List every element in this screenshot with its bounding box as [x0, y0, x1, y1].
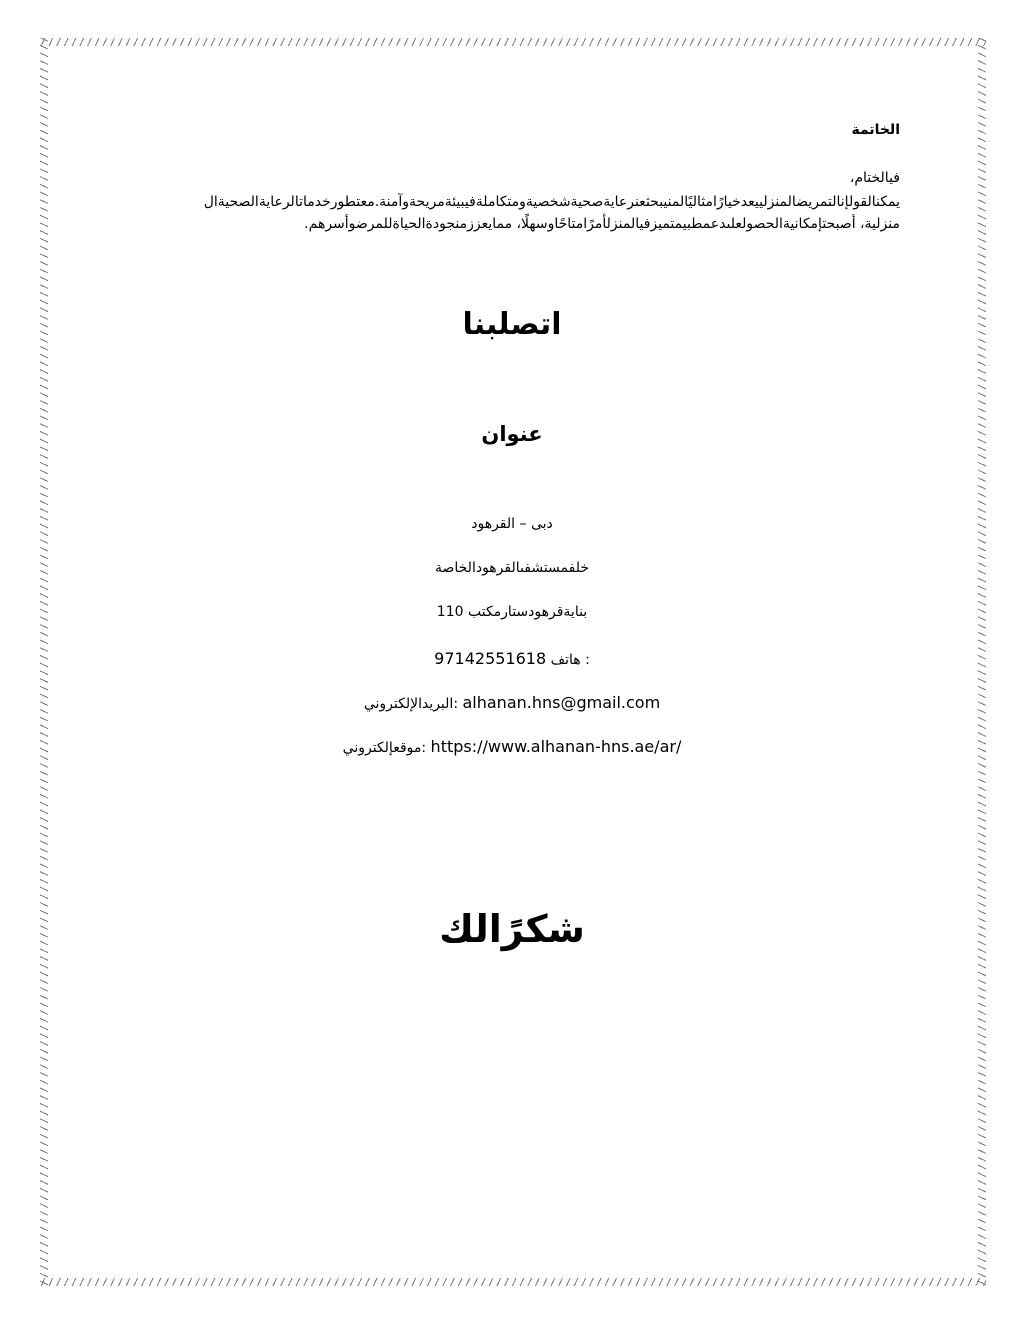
website-line: [0, 737, 1024, 756]
email-line: [0, 693, 1024, 712]
conclusion-paragraph-line-1: يمكنالقولإنالتمريضالمنزلييعدخيارًامثاليًالمنيبحثعنرعايةصحيةشخصيةومتكاملةفيبيئةمريحةوآمنة.معتطورخدماتالرعايةالصحيةال: [203, 194, 900, 210]
address-city: دبى – القرهود: [471, 516, 553, 532]
address-landmark: خلفمستشفىالقرهودالخاصة: [434, 560, 589, 576]
email-link[interactable]: alhanan.hns@gmail.com: [462, 693, 661, 712]
conclusion-paragraph-line-2: منزلية، أصبحتإمكانيةالحصولعلىدعمطبيمتميزفيالمنزلأمرًامتاحًاوسهلًا، ممايعززمنجودةالحياةللمرضوأسرهم.: [304, 216, 900, 232]
phone-line: [0, 649, 1024, 668]
conclusion-heading: الخاتمة: [851, 122, 900, 138]
conclusion-opening: فيالختام،: [849, 170, 900, 186]
email-label: البريدالإلكتروني:: [363, 696, 459, 712]
website-label: موقعإلكتروني:: [342, 740, 427, 756]
page-border-top: [40, 38, 986, 46]
phone-label: هاتف :: [550, 652, 590, 668]
address-title: عنوان: [481, 422, 543, 446]
contact-us-title: اتصلبنا: [462, 307, 562, 342]
website-link[interactable]: https://www.alhanan-hns.ae/ar/: [430, 737, 682, 756]
phone-value: 97142551618: [434, 649, 547, 668]
thank-you-heading: شكرًالك: [439, 907, 585, 951]
page-border-bottom: [40, 1278, 986, 1286]
address-building: بنايةقرهودستارمكتب 110: [436, 604, 588, 620]
